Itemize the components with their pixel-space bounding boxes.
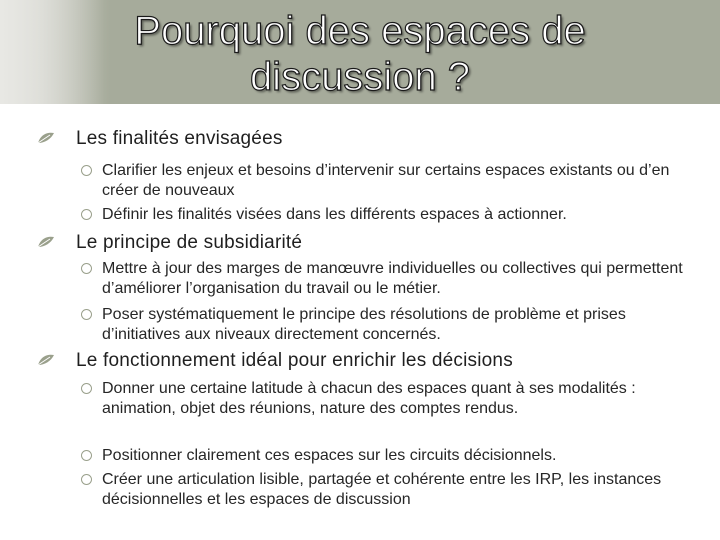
leaf-bullet-icon xyxy=(36,353,56,367)
list-item-text: Positionner clairement ces espaces sur les circuits décisionnels. xyxy=(102,447,557,464)
section-heading-label: Le principe de subsidiarité xyxy=(76,232,303,253)
slide-title: Pourquoi des espaces de discussion ? xyxy=(134,9,586,99)
section-heading-label: Le fonctionnement idéal pour enrichir les décisions xyxy=(76,350,513,371)
list-item-text: Clarifier les enjeux et besoins d’intervenir sur certains espaces existants ou d’en créer de nouveaux xyxy=(102,162,670,199)
list-item-text: Créer une articulation lisible, partagée et cohérente entre les IRP, les instances décisionnelles et les espaces de discussion xyxy=(102,471,662,508)
circle-bullet-icon xyxy=(81,209,92,220)
leaf-bullet-icon xyxy=(36,131,56,145)
list-item-text: Donner une certaine latitude à chacun des espaces quant à ses modalités : animation, objet des réunions, nature des comptes rendus. xyxy=(102,380,636,417)
list-item-text: Mettre à jour des marges de manœuvre individuelles ou collectives qui permettent d’améliorer l’organisation du travail ou le métier. xyxy=(102,260,683,297)
list-item-text: Poser systématiquement le principe des résolutions de problème et prises d’initiatives aux niveaux directement concernés. xyxy=(102,306,626,343)
title-band-fade xyxy=(0,0,104,104)
circle-bullet-icon xyxy=(81,474,92,485)
circle-bullet-icon xyxy=(81,165,92,176)
circle-bullet-icon xyxy=(81,383,92,394)
circle-bullet-icon xyxy=(81,450,92,461)
leaf-bullet-icon xyxy=(36,235,56,249)
circle-bullet-icon xyxy=(81,263,92,274)
title-band xyxy=(0,0,720,104)
section-heading-label: Les finalités envisagées xyxy=(76,128,283,149)
circle-bullet-icon xyxy=(81,309,92,320)
list-item-text: Définir les finalités visées dans les différents espaces à actionner. xyxy=(102,206,567,223)
